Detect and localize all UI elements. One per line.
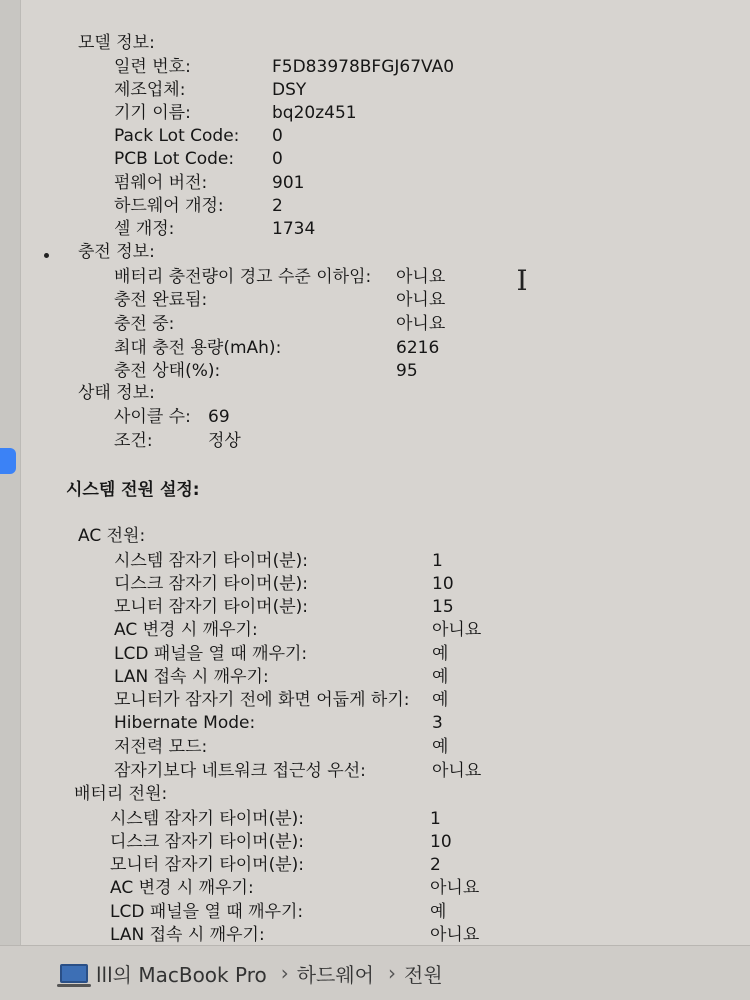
row-label: 잠자기보다 네트워크 접근성 우선: [114, 761, 366, 781]
row-value: DSY [272, 80, 307, 100]
row-label: AC 변경 시 깨우기: [114, 620, 258, 640]
section-header-ac-power: AC 전원: [78, 526, 146, 546]
row-label: 저전력 모드: [114, 737, 208, 757]
path-bar [0, 945, 750, 1000]
section-header-status-info: 상태 정보: [78, 383, 155, 403]
row-label: 조건: [114, 431, 153, 451]
row-label: 충전 중: [114, 314, 175, 334]
row-value: 3 [432, 713, 443, 733]
row-label: 디스크 잠자기 타이머(분): [114, 574, 309, 594]
row-label: 최대 충전 용량(mAh): [114, 338, 282, 358]
row-value: 정상 [208, 431, 241, 451]
breadcrumb-hardware[interactable]: 하드웨어 [296, 962, 374, 987]
row-label: 사이클 수: [114, 407, 191, 427]
section-header-battery-power: 배터리 전원: [74, 784, 168, 804]
row-label: 시스템 잠자기 타이머(분): [110, 809, 305, 829]
row-label: Pack Lot Code: [114, 126, 240, 146]
row-value: 0 [272, 149, 283, 169]
row-value: 아니요 [430, 878, 480, 898]
row-label: 기기 이름: [114, 103, 191, 123]
row-value: 1734 [272, 219, 316, 239]
row-value: 아니요 [432, 761, 482, 781]
row-label: AC 변경 시 깨우기: [110, 878, 254, 898]
row-value: 10 [432, 574, 454, 594]
breadcrumb-separator: › [280, 961, 289, 985]
text-cursor-icon: I [516, 264, 528, 297]
row-label: 모니터 잠자기 타이머(분): [110, 855, 305, 875]
breadcrumb-separator: › [388, 961, 396, 985]
row-value: 아니요 [430, 925, 480, 945]
row-label: 펌웨어 버전: [114, 173, 208, 193]
row-value: 15 [432, 597, 454, 617]
laptop-icon [60, 964, 88, 983]
row-label: 배터리 충전량이 경고 수준 이하임: [114, 267, 372, 287]
row-label: 일련 번호: [114, 57, 191, 77]
row-label: LCD 패널을 열 때 깨우기: [114, 644, 308, 664]
row-label: 셀 개정: [114, 219, 175, 239]
row-label: LAN 접속 시 깨우기: [114, 667, 269, 687]
row-value: 예 [432, 737, 449, 757]
row-value: bq20z451 [272, 103, 357, 123]
row-value: 예 [432, 667, 449, 687]
row-value: 아니요 [396, 290, 446, 310]
row-value: 1 [430, 809, 441, 829]
row-label: 제조업체: [114, 80, 186, 100]
row-value: 2 [272, 196, 283, 216]
row-value: F5D83978BFGJ67VA0 [272, 57, 455, 77]
row-label: 모니터 잠자기 타이머(분): [114, 597, 309, 617]
row-label: LAN 접속 시 깨우기: [110, 925, 265, 945]
row-value: 901 [272, 173, 305, 193]
row-label: 모니터가 잠자기 전에 화면 어둡게 하기: [114, 690, 410, 710]
row-value: 예 [430, 902, 447, 922]
row-value: 아니요 [432, 620, 482, 640]
row-label: 하드웨어 개정: [114, 196, 224, 216]
row-value: 10 [430, 832, 452, 852]
section-header-model-info: 모델 정보: [78, 33, 155, 53]
row-value: 아니요 [396, 267, 446, 287]
row-value: 1 [432, 551, 443, 571]
row-label: PCB Lot Code: [114, 149, 235, 169]
row-label: 시스템 잠자기 타이머(분): [114, 551, 309, 571]
row-label: 디스크 잠자기 타이머(분): [110, 832, 305, 852]
row-label: 충전 상태(%): [114, 361, 221, 381]
row-value: 예 [432, 644, 449, 664]
row-value: 69 [208, 407, 230, 427]
row-value: 6216 [396, 338, 440, 358]
row-value: 예 [432, 690, 449, 710]
section-title-system-power: 시스템 전원 설정: [66, 480, 200, 500]
row-value: 아니요 [396, 314, 446, 334]
bullet-dot [44, 253, 49, 258]
row-label: 충전 완료됨: [114, 290, 208, 310]
row-value: 2 [430, 855, 441, 875]
row-label: Hibernate Mode: [114, 713, 256, 733]
row-value: 95 [396, 361, 418, 381]
row-value: 0 [272, 126, 283, 146]
section-header-charge-info: 충전 정보: [78, 242, 155, 262]
row-label: LCD 패널을 열 때 깨우기: [110, 902, 304, 922]
breadcrumb-power[interactable]: 전원 [404, 962, 443, 987]
breadcrumb-computer[interactable]: lll의 MacBook Pro [96, 962, 267, 987]
